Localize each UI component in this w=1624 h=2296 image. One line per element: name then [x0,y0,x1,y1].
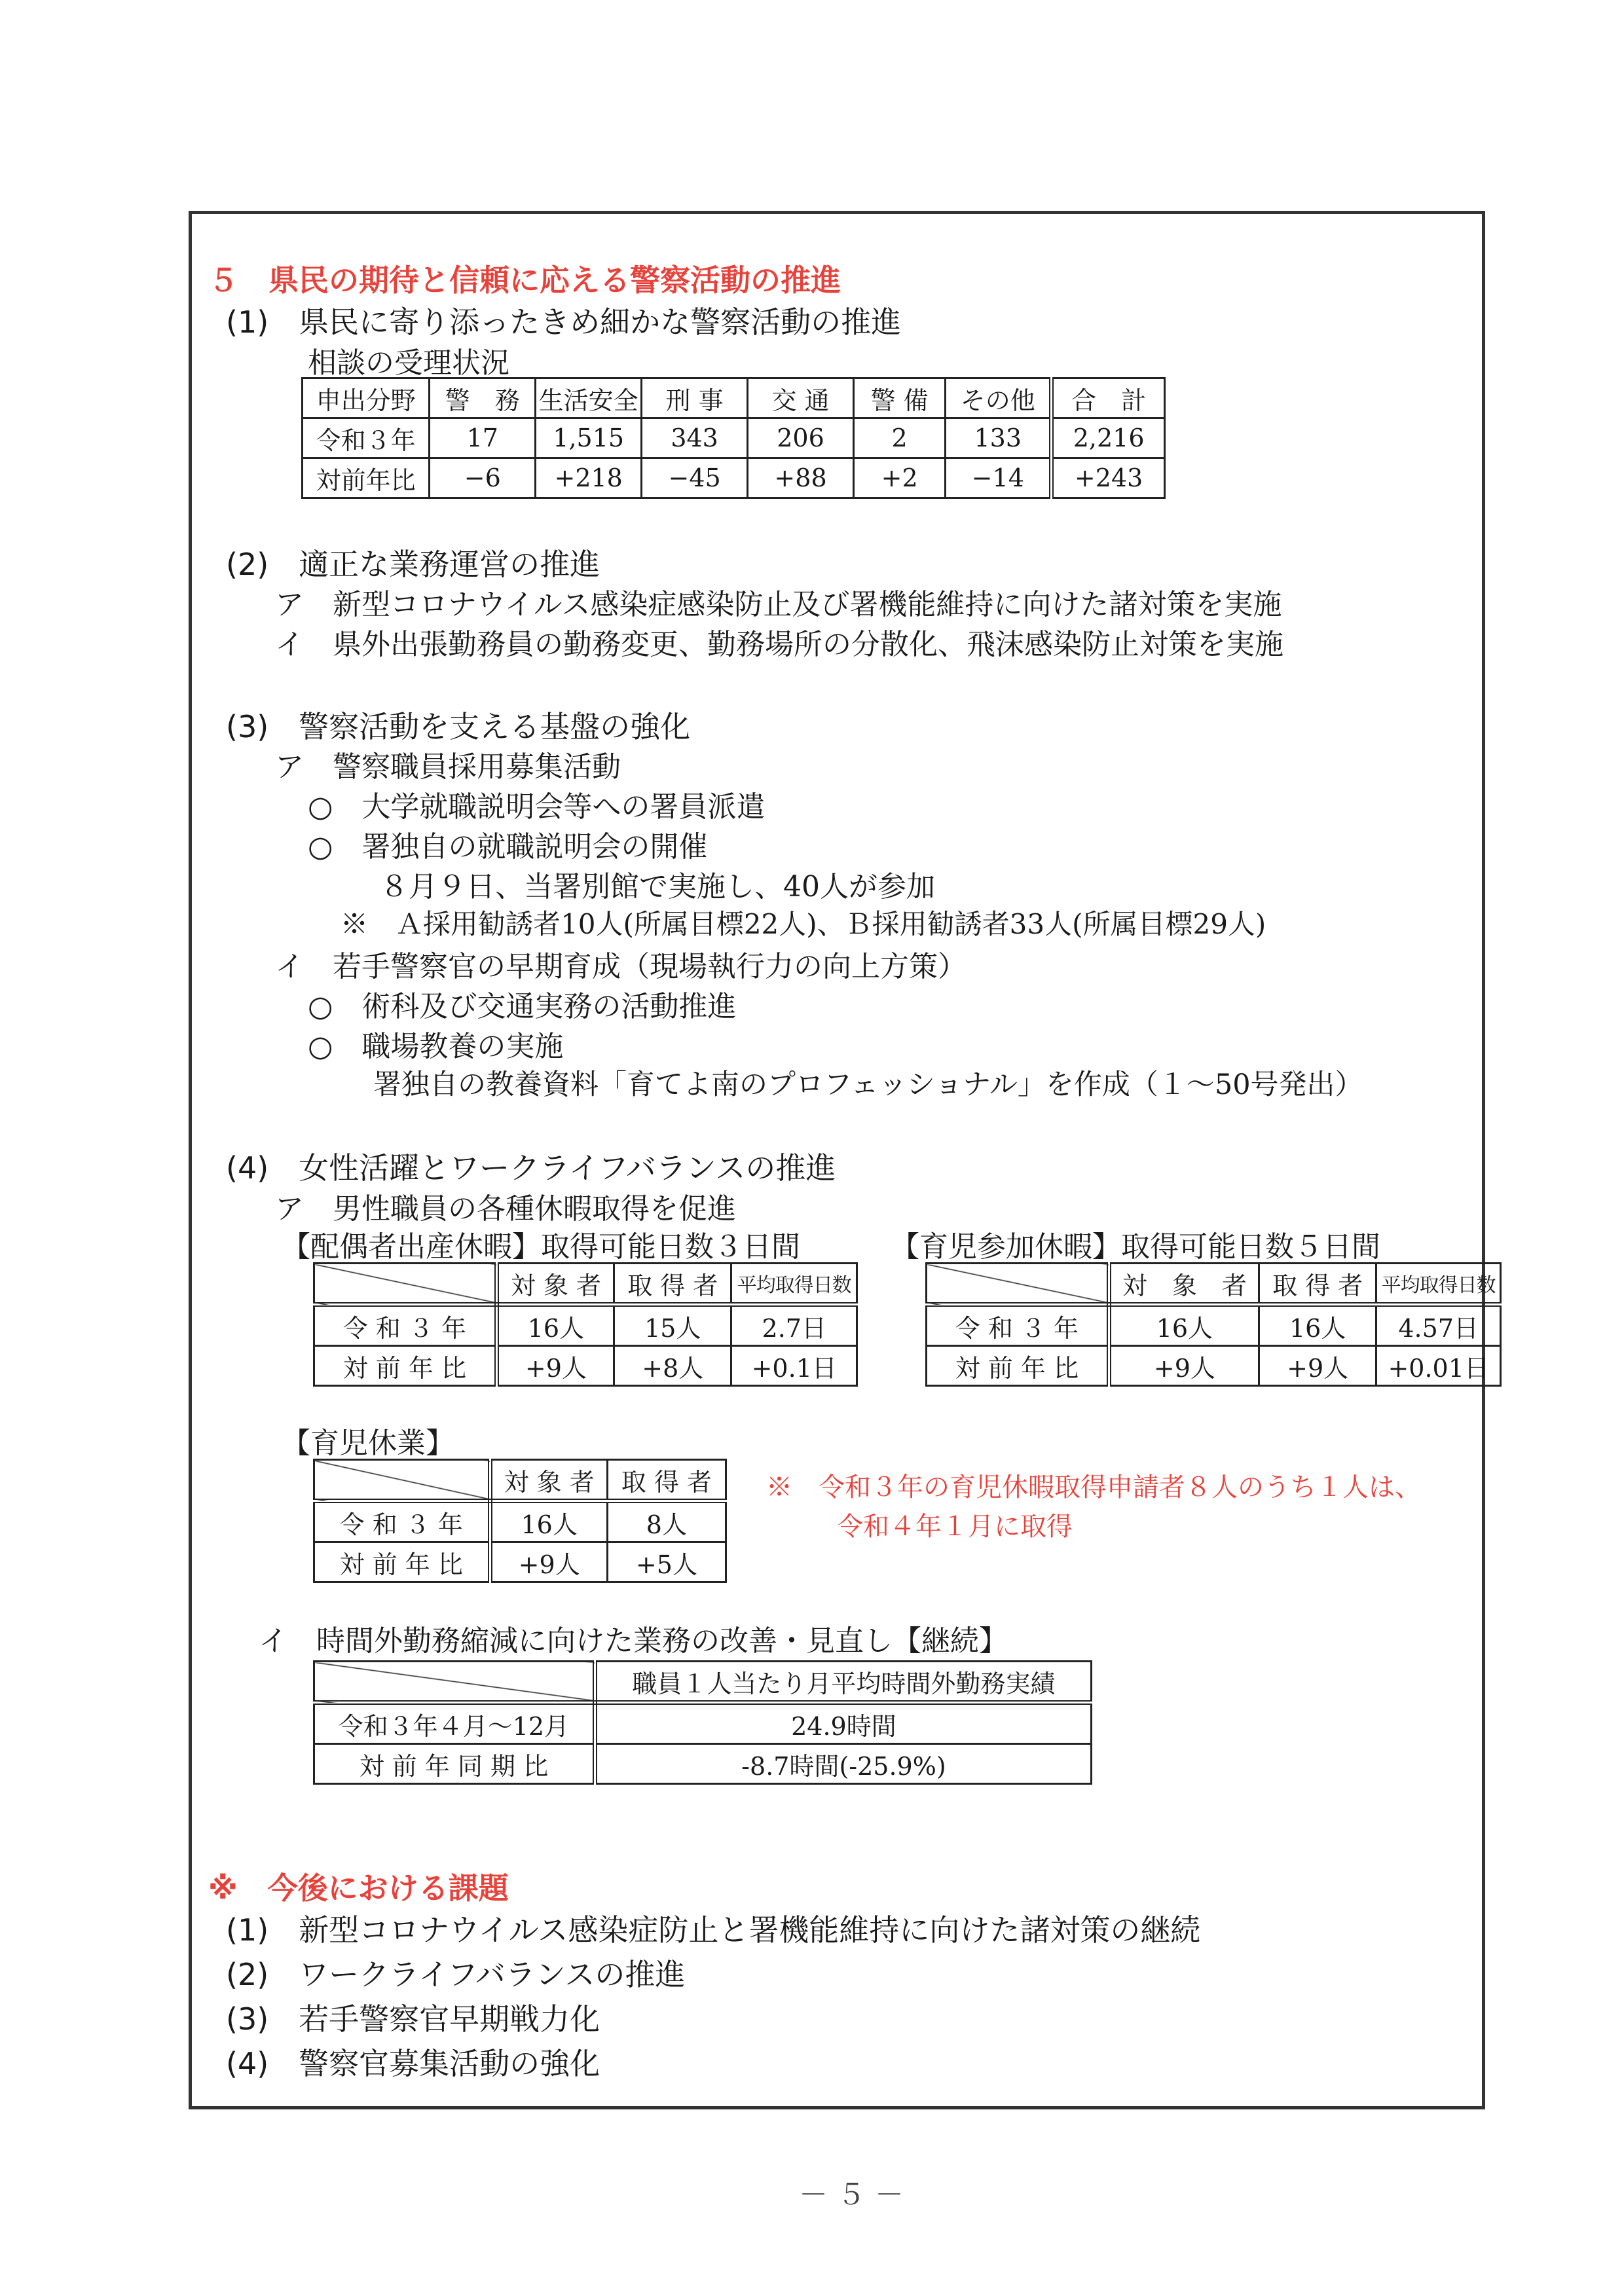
subsection-3-a2: ○ 署独自の就職説明会の開催 [308,830,708,864]
table-cell: 令和３年 [303,418,430,458]
table-cell: 16人 [496,1305,614,1346]
table-row [927,1346,1501,1386]
table-corner-cell [314,1264,497,1305]
table-row [314,1346,857,1386]
subsection-3-i2-detail: 署独自の教養資料「育てよ南のプロフェッショナル」を作成（１～50号発出） [373,1068,1363,1101]
table-cell: 交 通 [748,378,854,418]
table-cell: 2,216 [1052,418,1165,458]
subsection-3-item-a: ア 警察職員採用募集活動 [275,750,621,784]
table-cell: 取 得 者 [614,1264,731,1305]
table-cell: +0.1日 [731,1346,857,1386]
table-row [303,418,1165,458]
table-cell: −14 [946,458,1052,498]
table-row [314,1703,1092,1744]
table-cell: +9人 [1259,1346,1376,1386]
table-cell: 対 象 者 [490,1460,607,1501]
subsection-4-heading: (4) 女性活躍とワークライフバランスの推進 [226,1150,836,1186]
issue-item: (2) ワークライフバランスの推進 [226,1957,686,1992]
subsection-3-item-i: イ 若手警察官の早期育成（現場執行力の向上方策） [275,950,967,983]
spouse-leave-table [313,1262,858,1387]
subsection-4-item-a: ア 男性職員の各種休暇取得を促進 [275,1192,736,1226]
childcare-participation-table [925,1262,1502,1387]
table-header-row [314,1264,857,1305]
table-cell: +88 [748,458,854,498]
table-cell: 取 得 者 [607,1460,726,1501]
childcare-participation-title: 【育児参加休暇】取得可能日数５日間 [891,1230,1380,1264]
table-cell: +5人 [607,1542,726,1582]
table-cell: 対前年比 [303,458,430,498]
table-cell: 2 [853,418,945,458]
subsection-4-item-i: イ 時間外勤務縮減に向けた業務の改善・見直し【継続】 [259,1624,1008,1658]
table-cell: 刑 事 [642,378,748,418]
table-cell: 平均取得日数 [731,1264,857,1305]
issue-item: (1) 新型コロナウイルス感染症防止と署機能維持に向けた諸対策の継続 [226,1912,1201,1948]
section-heading: ５ 県民の期待と信頼に応える警察活動の推進 [208,263,841,298]
table-cell: +243 [1052,458,1165,498]
table-header-row [314,1460,726,1501]
childcare-leave-note-line1: ※ 令和３年の育児休暇取得申請者８人のうち１人は、 [766,1472,1421,1503]
table-cell: 16人 [1109,1305,1259,1346]
childcare-leave-title: 【育児休業】 [282,1427,454,1460]
table-cell: 令和３年４月～12月 [314,1703,595,1744]
table-cell: 対 前 年 比 [314,1542,490,1582]
subsection-3-heading: (3) 警察活動を支える基盤の強化 [226,709,691,744]
table-cell: その他 [946,378,1052,418]
table-cell: 令 和 ３ 年 [927,1305,1109,1346]
table-cell: +8人 [614,1346,731,1386]
table-row [314,1501,726,1542]
subsection-2-heading: (2) 適正な業務運営の推進 [226,547,600,582]
subsection-3-a2-detail: ８月９日、当署別館で実施し、40人が参加 [380,870,935,903]
table-cell: +9人 [1109,1346,1259,1386]
overtime-table [313,1660,1092,1785]
table-cell: 2.7日 [731,1305,857,1346]
table-cell: 生活安全 [536,378,642,418]
table-cell: 16人 [1259,1305,1376,1346]
table-cell: 対 象 者 [496,1264,614,1305]
table-cell: 206 [748,418,854,458]
table-cell: 16人 [490,1501,607,1542]
table-row [314,1305,857,1346]
issues-heading: ※ 今後における課題 [208,1870,509,1906]
table-header-row [927,1264,1501,1305]
table-cell: 令 和 ３ 年 [314,1501,490,1542]
issue-item: (3) 若手警察官早期戦力化 [226,2001,600,2037]
table-cell: 4.57日 [1376,1305,1501,1346]
table-cell: 警 務 [430,378,536,418]
table-row [314,1744,1092,1784]
subsection-1-heading: (1) 県民に寄り添ったきめ細かな警察活動の推進 [226,304,902,340]
table-cell: +9人 [490,1542,607,1582]
table-row [927,1305,1501,1346]
table-cell: +0.01日 [1376,1346,1501,1386]
table-cell: -8.7時間(-25.9%) [595,1744,1091,1784]
table-cell: 15人 [614,1305,731,1346]
table-header-row [314,1662,1092,1703]
table-row [314,1542,726,1582]
spouse-leave-title: 【配偶者出産休暇】取得可能日数３日間 [282,1230,800,1264]
subsection-3-i2: ○ 職場教養の実施 [308,1030,564,1063]
subsection-3-i1: ○ 術科及び交通実務の活動推進 [308,990,737,1023]
table-cell: 24.9時間 [595,1703,1091,1744]
subsection-2-item-a: ア 新型コロナウイルス感染症感染防止及び署機能維持に向けた諸対策を実施 [275,588,1282,621]
table-cell: 1,515 [536,418,642,458]
table-cell: 対 前 年 比 [314,1346,497,1386]
table-cell: 343 [642,418,748,458]
table-corner-cell [314,1662,595,1703]
table-cell: 警 備 [853,378,945,418]
subsection-2-item-i: イ 県外出張勤務員の勤務変更、勤務場所の分散化、飛沫感染防止対策を実施 [275,628,1283,661]
table-cell: 申出分野 [303,378,430,418]
childcare-leave-table [313,1459,727,1583]
table-cell: +218 [536,458,642,498]
table-cell: 8人 [607,1501,726,1542]
table-corner-cell [927,1264,1109,1305]
table-row [303,458,1165,498]
consultation-table [301,377,1166,499]
table-cell: 対 前 年 比 [927,1346,1109,1386]
table-cell: +2 [853,458,945,498]
page-number: － ５ － [799,2178,904,2212]
table-cell: 合 計 [1052,378,1165,418]
table-cell: 平均取得日数 [1376,1264,1501,1305]
table-cell: 対 前 年 同 期 比 [314,1744,595,1784]
table-cell: −6 [430,458,536,498]
table-cell: −45 [642,458,748,498]
consultation-caption: 相談の受理状況 [308,346,509,380]
table-header-row [303,378,1165,418]
subsection-3-a2-note: ※ Ａ採用勧誘者10人(所属目標22人)、Ｂ採用勧誘者33人(所属目標29人) [341,908,1266,940]
table-cell: 133 [946,418,1052,458]
table-corner-cell [314,1460,490,1501]
subsection-3-a1: ○ 大学就職説明会等への署員派遣 [308,790,766,824]
table-cell: 令 和 ３ 年 [314,1305,497,1346]
childcare-leave-note-line2: 令和４年１月に取得 [837,1512,1073,1542]
table-cell: 17 [430,418,536,458]
table-cell: 取 得 者 [1259,1264,1376,1305]
issue-item: (4) 警察官募集活動の強化 [226,2046,600,2081]
table-cell: 対 象 者 [1109,1264,1259,1305]
table-cell: +9人 [496,1346,614,1386]
table-cell: 職員１人当たり月平均時間外勤務実績 [595,1662,1091,1703]
